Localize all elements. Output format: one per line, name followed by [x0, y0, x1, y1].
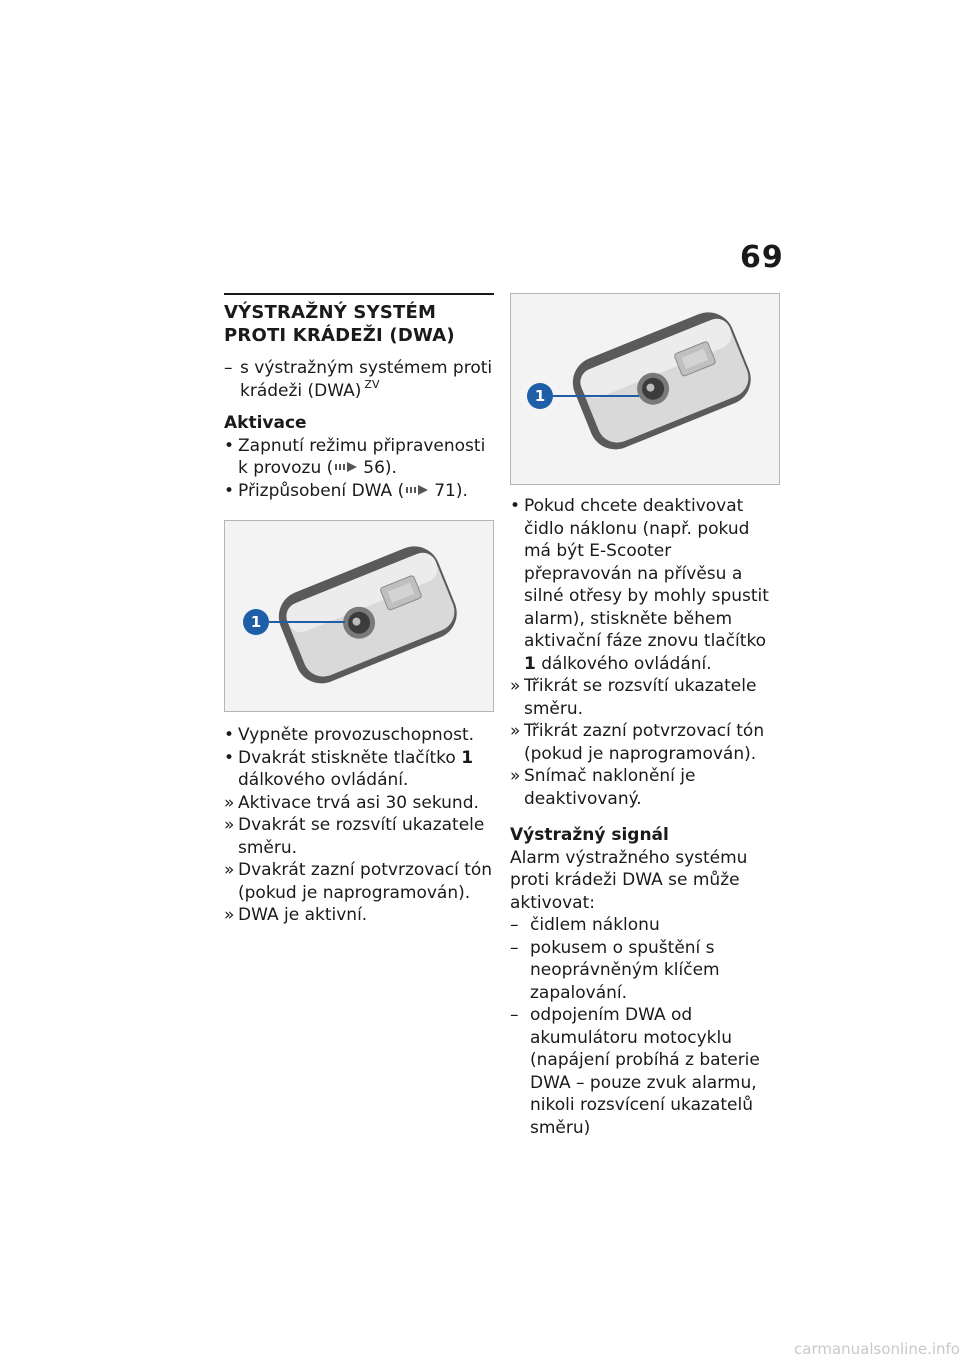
result-marker: » [224, 905, 235, 925]
deactivation-steps [510, 495, 780, 810]
dash-marker: – [510, 1005, 519, 1025]
bullet-marker: • [224, 747, 235, 768]
list-item-text: Přizpůsobení DWA ( [238, 480, 405, 501]
bullet-marker: • [224, 725, 235, 745]
result-marker: » [224, 792, 235, 813]
list-item [510, 937, 780, 1005]
list-item [510, 495, 780, 675]
activation-title: Aktivace [224, 413, 307, 433]
dash-marker: – [224, 358, 233, 378]
result-marker: » [224, 815, 235, 835]
dash-marker: – [510, 915, 519, 935]
list-item [224, 904, 494, 927]
alarm-signal-intro: Alarm výstražného systému proti krádeži DWA se může aktivovat: [510, 847, 748, 913]
dash-marker: – [510, 937, 519, 958]
list-item-text: pokusem o spuštění s neoprávněným klíčem zapalování. [530, 937, 720, 1003]
result-marker: » [510, 676, 521, 696]
list-item-text: Dvakrát stiskněte tlačítko [238, 747, 462, 768]
watermark: carmanualsonline.info [794, 1340, 960, 1358]
alarm-trigger-list [510, 914, 780, 1139]
list-item [224, 747, 494, 792]
page-reference-icon [406, 480, 430, 503]
list-item [510, 675, 780, 720]
list-item-text: Pokud chcete deaktivovat čidlo náklonu (např. pokud má být E-Scooter přepravován na přívěsu a silné otřesy by mohly spustit alarm), stiskněte během aktivační fáze znovu tlačítko [524, 496, 769, 651]
activation-list [224, 435, 494, 503]
list-item-text: Dvakrát zazní potvrzovací tón (pokud je naprogramován). [238, 860, 493, 903]
heading-rule [224, 293, 494, 295]
list-item [510, 914, 780, 937]
list-item [224, 435, 494, 480]
equipment-note-text: s výstražným systémem proti krádeži (DWA) [240, 358, 493, 401]
section-heading: VÝSTRAŽNÝ SYSTÉM PROTI KRÁDEŽI (DWA) [224, 302, 455, 346]
list-item-text: odpojením DWA od akumulátoru motocyklu (napájení probíhá z baterie DWA – pouze zvuk alarmu, nikoli rozsvícení ukazatelů směru) [530, 1005, 760, 1138]
page-reference-icon [335, 457, 359, 480]
left-column [224, 293, 494, 927]
list-item-text: Třikrát zazní potvrzovací tón (pokud je naprogramován). [524, 721, 765, 764]
list-item [224, 724, 494, 747]
list-item-text: Snímač naklonění je deaktivovaný. [524, 766, 696, 809]
list-item-text: dálkového ovládání. [238, 770, 409, 790]
list-item-text: Aktivace trvá asi 30 sekund. [238, 792, 479, 813]
equipment-note [224, 357, 494, 402]
list-item [224, 814, 494, 859]
result-marker: » [510, 766, 521, 786]
list-item-text: Dvakrát se rozsvítí ukazatele směru. [238, 815, 485, 858]
list-item-text: Zapnutí režimu připravenosti k provozu ( [238, 435, 486, 478]
remote-key-figure [510, 293, 780, 485]
alarm-signal-title: Výstražný signál [510, 825, 669, 845]
button-reference: 1 [524, 653, 536, 674]
remote-key-figure [224, 520, 494, 712]
list-item-text: Třikrát se rozsvítí ukazatele směru. [524, 676, 757, 719]
list-item [224, 480, 494, 503]
list-item-text: dálkového ovládání. [535, 653, 712, 674]
page-reference[interactable]: 56). [363, 458, 397, 478]
list-item [510, 1004, 780, 1139]
callout-number: 1 [250, 613, 262, 631]
bullet-marker: • [224, 435, 235, 456]
list-item-text: Vypněte provozuschopnost. [238, 725, 475, 745]
list-item-text: DWA je aktivní. [238, 905, 368, 925]
result-marker: » [224, 860, 235, 880]
list-item [510, 765, 780, 810]
right-column [510, 293, 780, 1139]
button-reference: 1 [461, 747, 474, 768]
list-item [224, 792, 494, 815]
bullet-marker: • [224, 480, 235, 501]
list-item [224, 859, 494, 904]
list-item [510, 720, 780, 765]
list-item-text: čidlem náklonu [530, 915, 660, 935]
bullet-marker: • [510, 496, 521, 516]
activation-steps [224, 724, 494, 927]
result-marker: » [510, 721, 521, 741]
page-number: 69 [740, 240, 784, 275]
equipment-code: ZV [364, 377, 380, 391]
callout-number: 1 [534, 387, 546, 405]
page-reference[interactable]: 71). [434, 480, 468, 501]
